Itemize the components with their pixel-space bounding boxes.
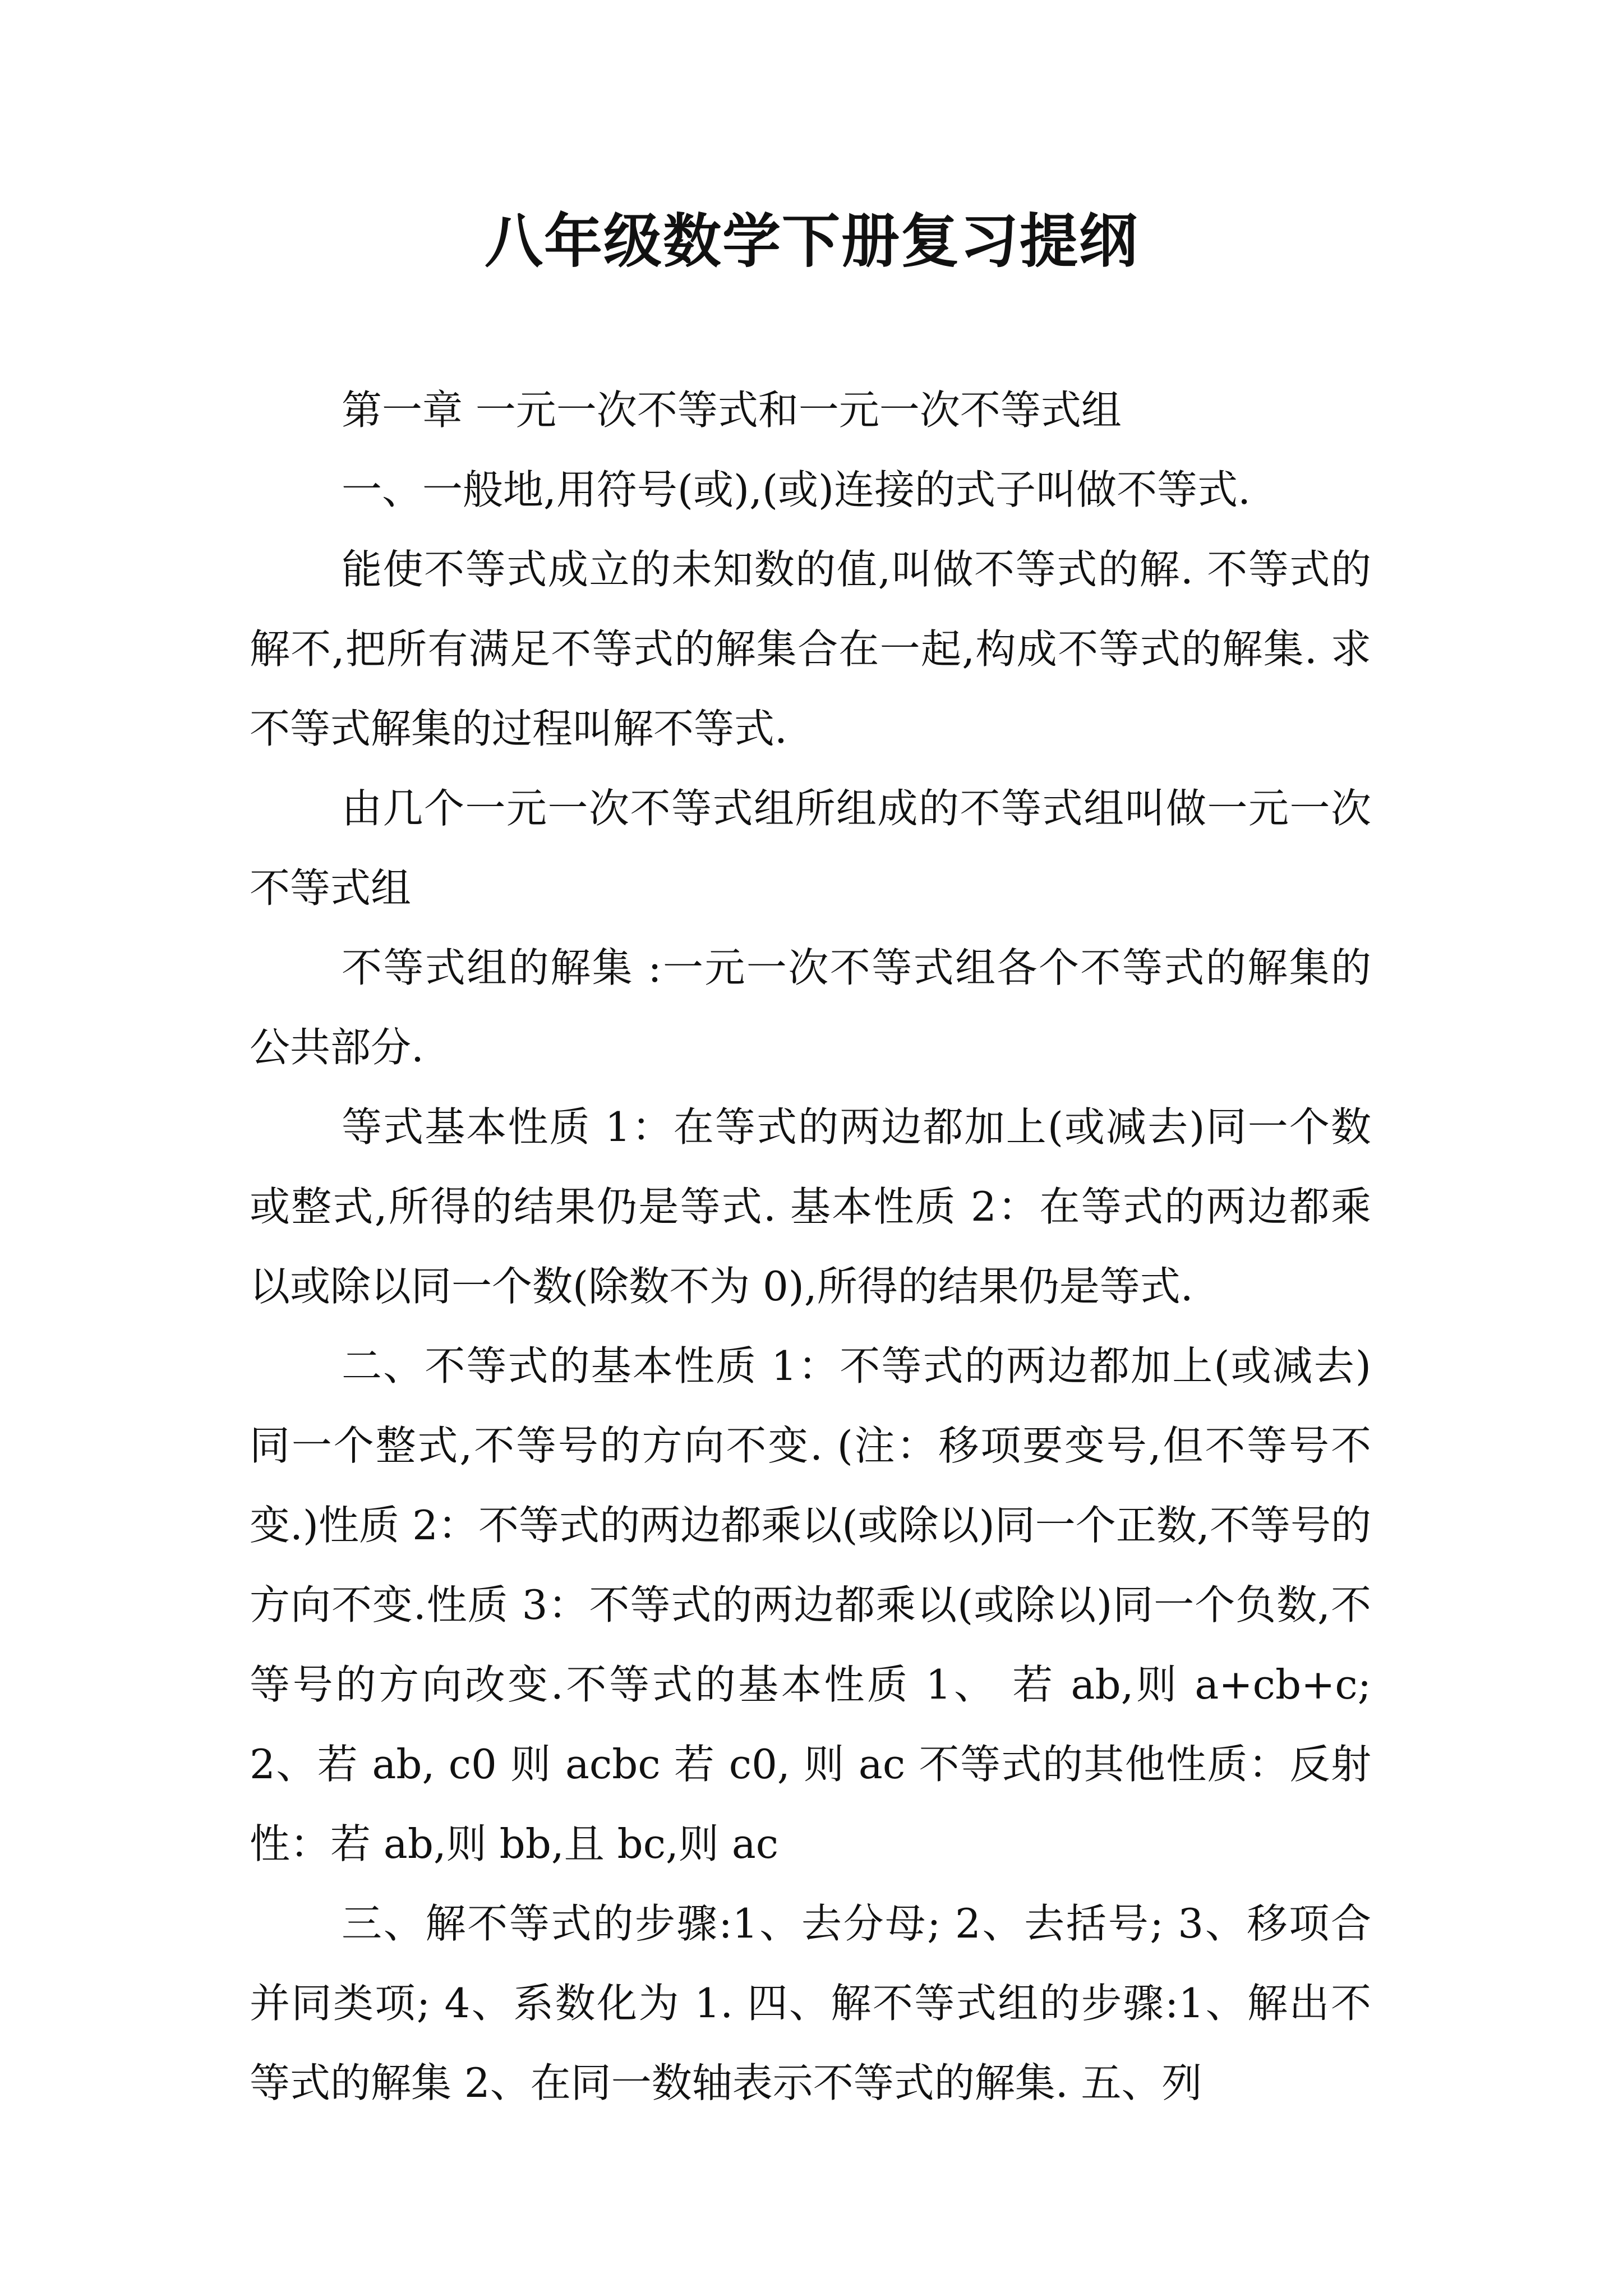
paragraph: 能使不等式成立的未知数的值,叫做不等式的解. 不等式的解不,把所有满足不等式的解集合在一起,构成不等式的解集. 求不等式解集的过程叫解不等式. <box>250 546 1371 752</box>
paragraph-chapter-heading: 第一章 一元一次不等式和一元一次不等式组 <box>342 386 1122 434</box>
paragraph: 等式基本性质 1：在等式的两边都加上(或减去)同一个数或整式,所得的结果仍是等式. 基本性质 2：在等式的两边都乘以或除以同一个数(除数不为 0),所得的结果仍是等式. <box>250 1103 1371 1310</box>
document-title: 八年级数学下册复习提纲 <box>484 207 1138 275</box>
paragraph: 三、解不等式的步骤:1、去分母; 2、去括号; 3、移项合并同类项; 4、系数化为 1. 四、解不等式组的步骤:1、解出不等式的解集 2、在同一数轴表示不等式的解集. 五、列 <box>250 1900 1371 2106</box>
paragraph: 由几个一元一次不等式组所组成的不等式组叫做一元一次不等式组 <box>250 785 1371 912</box>
paragraph: 一、一般地,用符号(或),(或)连接的式子叫做不等式. <box>342 466 1251 513</box>
paragraph: 二、不等式的基本性质 1：不等式的两边都加上(或减去)同一个整式,不等号的方向不变. (注：移项要变号,但不等号不变.)性质 2：不等式的两边都乘以(或除以)同一个正数,不等号的方向不变.性质 3：不等式的两边都乘以(或除以)同一个负数,不等号的方向改变.不等式的基本性质 1、 若 ab,则 a+cb+c;2、若 ab, c0 则 acbc 若 c0, 则 ac 不等式的其他性质：反射性：若 ab,则 bb,且 bc,则 ac <box>250 1342 1371 1867</box>
paragraph: 不等式组的解集 :一元一次不等式组各个不等式的解集的公共部分. <box>250 944 1371 1071</box>
document-body <box>250 370 1371 2123</box>
